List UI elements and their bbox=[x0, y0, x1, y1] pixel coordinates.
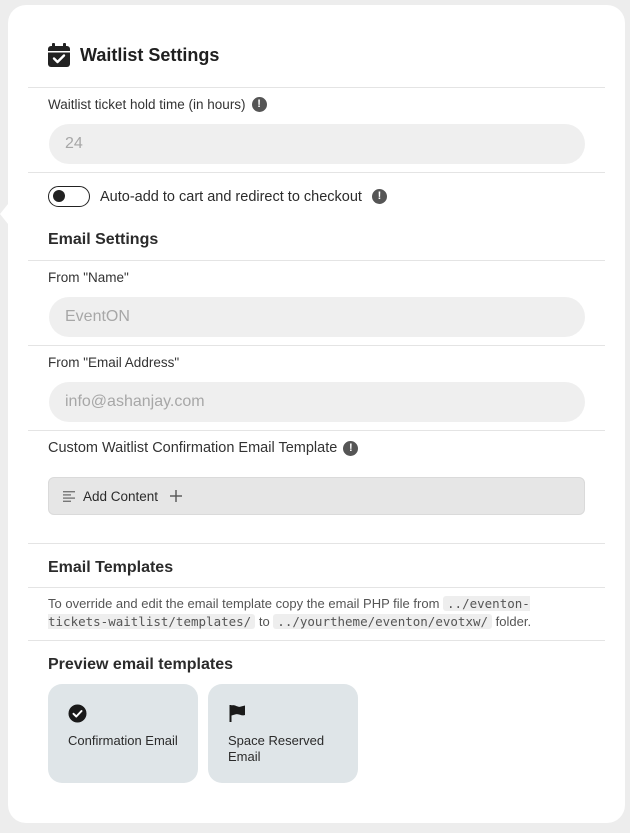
hold-time-placeholder: 24 bbox=[65, 135, 83, 152]
desc-text: folder. bbox=[495, 614, 532, 629]
preview-card-label: Space Reserved Email bbox=[228, 733, 325, 764]
preview-card-label: Confirmation Email bbox=[68, 733, 178, 748]
email-templates-description bbox=[48, 595, 588, 631]
preview-heading: Preview email templates bbox=[48, 656, 233, 673]
desc-text: to bbox=[258, 614, 270, 629]
check-circle-icon bbox=[68, 704, 87, 723]
divider bbox=[28, 87, 605, 88]
info-icon[interactable]: ! bbox=[343, 441, 358, 456]
plus-icon bbox=[170, 490, 182, 502]
divider bbox=[28, 543, 605, 544]
hold-time-input[interactable] bbox=[49, 124, 585, 164]
add-content-button[interactable] bbox=[48, 477, 585, 515]
desc-text: To override and edit the email template copy the email PHP file from bbox=[48, 596, 440, 611]
toggle-knob bbox=[53, 190, 65, 202]
auto-add-label: Auto-add to cart and redirect to checkout bbox=[100, 188, 362, 205]
panel-pointer bbox=[0, 204, 8, 224]
waitlist-settings-panel bbox=[8, 5, 625, 823]
custom-template-label bbox=[48, 440, 358, 456]
divider bbox=[28, 430, 605, 431]
email-templates-heading: Email Templates bbox=[48, 559, 174, 576]
auto-add-toggle[interactable] bbox=[48, 186, 90, 207]
divider bbox=[28, 587, 605, 588]
divider bbox=[28, 345, 605, 346]
auto-add-row bbox=[48, 186, 387, 207]
from-name-input[interactable] bbox=[49, 297, 585, 337]
from-email-placeholder: info@ashanjay.com bbox=[65, 393, 205, 410]
custom-template-label-text: Custom Waitlist Confirmation Email Template bbox=[48, 440, 338, 456]
from-email-label: From "Email Address" bbox=[48, 355, 180, 370]
add-content-label: Add Content bbox=[83, 488, 159, 504]
from-name-placeholder: EventON bbox=[65, 308, 130, 325]
panel-header bbox=[48, 43, 219, 67]
panel-title: Waitlist Settings bbox=[80, 44, 220, 65]
from-name-label: From "Name" bbox=[48, 270, 129, 285]
divider bbox=[28, 260, 605, 261]
divider bbox=[28, 172, 605, 173]
flag-icon bbox=[228, 704, 247, 723]
hold-time-label-text: Waitlist ticket hold time (in hours) bbox=[48, 97, 246, 112]
info-icon[interactable]: ! bbox=[372, 189, 387, 204]
info-icon[interactable]: ! bbox=[252, 97, 267, 112]
from-email-input[interactable] bbox=[49, 382, 585, 422]
email-settings-heading: Email Settings bbox=[48, 231, 159, 248]
dest-path-code: ../yourtheme/eventon/evotxw/ bbox=[273, 614, 492, 629]
divider bbox=[28, 640, 605, 641]
preview-confirmation-email-card[interactable] bbox=[48, 684, 198, 783]
source-path-code: ../eventon-tickets-waitlist/templates/ bbox=[48, 596, 530, 629]
preview-space-reserved-email-card[interactable] bbox=[208, 684, 358, 783]
text-lines-icon bbox=[63, 491, 75, 502]
calendar-check-icon bbox=[48, 43, 70, 67]
hold-time-label bbox=[48, 97, 267, 112]
